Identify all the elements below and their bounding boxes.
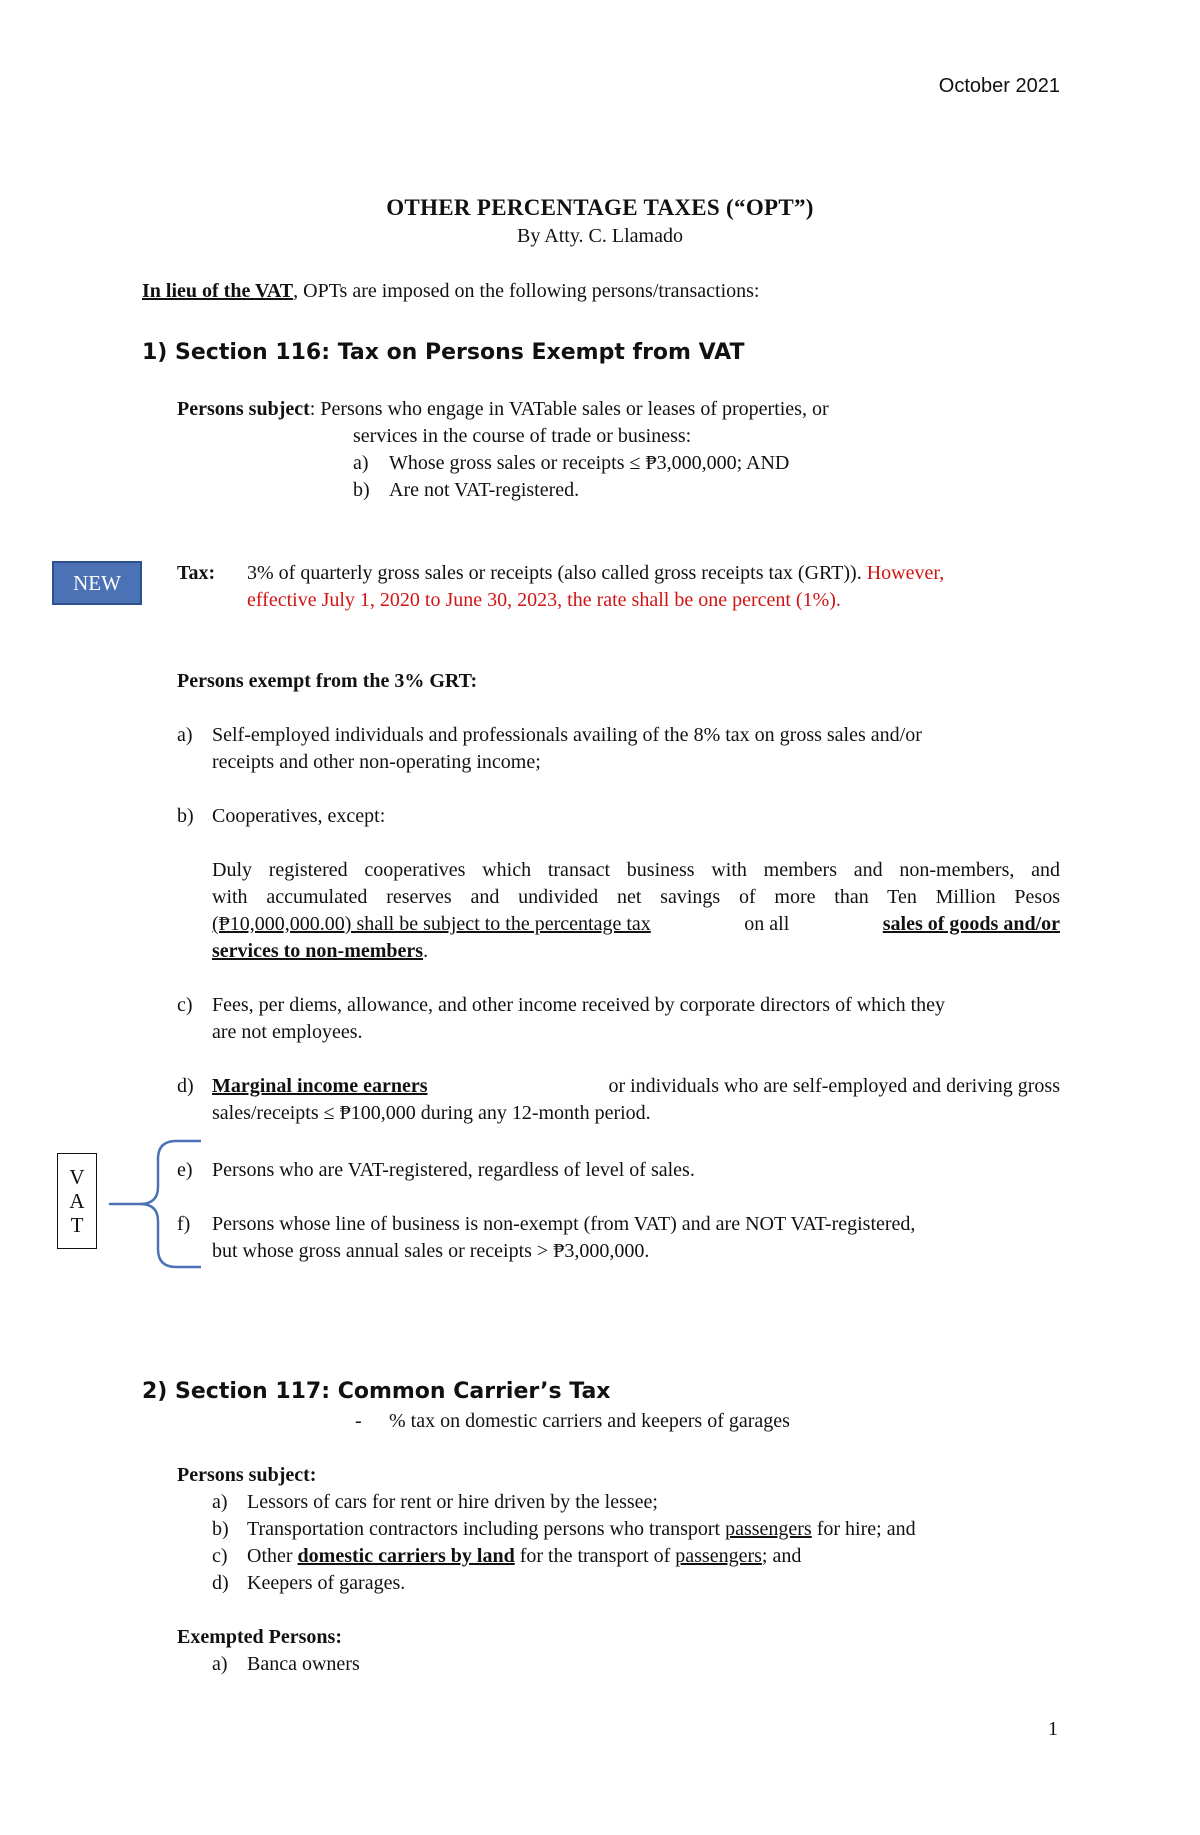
carrier-a: Lessors of cars for rent or hire driven by the lessee; [247,1491,658,1513]
vat-label-box [57,1153,97,1249]
exempt-a-marker: a) [177,724,193,746]
exempt-f-line2: but whose gross annual sales or receipts > ₱3,000,000. [212,1240,650,1262]
exempt-c-marker: c) [177,994,193,1016]
exempt-heading: Persons exempt from the 3% GRT: [177,670,478,692]
exempt-d-line1: Marginal income earners or individuals who are self-employed and deriving gross [212,1075,1060,1097]
exempt-d-marker: d) [177,1075,194,1097]
marginal-income-earners: Marginal income earners [212,1075,428,1097]
persons-subject-label: Persons subject [177,398,310,420]
tax-line1-emphasis: However, [861,562,945,584]
author-line: By Atty. C. Llamado [517,225,683,247]
persons-subject-line2: services in the course of trade or business: [353,425,692,447]
tax-line1: 3% of quarterly gross sales or receipts (also called gross receipts tax (GRT)). However, [247,562,945,584]
coop-line4: services to non-members. [212,940,429,962]
carrier-a-marker: a) [212,1491,228,1513]
condition-a: Whose gross sales or receipts ≤ ₱3,000,000; AND [389,452,790,474]
section-117-subline: % tax on domestic carriers and keepers of garages [389,1410,790,1432]
condition-a-marker: a) [353,452,369,474]
carrier-d: Keepers of garages. [247,1572,406,1594]
carrier-d-marker: d) [212,1572,229,1594]
exempt-b: Cooperatives, except: [212,805,386,827]
coop-line3: (₱10,000,000.00) shall be subject to the percentage tax on all sales of goods and/or [212,913,1060,935]
carrier-b: Transportation contractors including persons who transport passengers for hire; and [247,1518,916,1540]
exempt-c-line1: Fees, per diems, allowance, and other income received by corporate directors of which they [212,994,946,1016]
exempted-a-marker: a) [212,1653,228,1675]
condition-b: Are not VAT-registered. [389,479,580,501]
exempt-e-marker: e) [177,1159,193,1181]
exempt-a-line1: Self-employed individuals and professionals availing of the 8% tax on gross sales and/or [212,724,922,746]
section-117-dash: - [355,1410,362,1432]
intro-paragraph [142,279,759,303]
page-title: OTHER PERCENTAGE TAXES (“OPT”) [386,195,814,220]
tax-label: Tax: [177,562,216,584]
condition-b-marker: b) [353,479,370,501]
page-number: 1 [1048,1718,1058,1740]
exempt-f-line1: Persons whose line of business is non-exempt (from VAT) and are NOT VAT-registered, [212,1213,916,1235]
intro-rest: , OPTs are imposed on the following persons/transactions: [293,280,760,302]
exempt-d-line2: sales/receipts ≤ ₱100,000 during any 12-month period. [212,1102,651,1124]
exempt-e: Persons who are VAT-registered, regardless of level of sales. [212,1159,695,1181]
persons-subject-line1: Persons subject: Persons who engage in VATable sales or leases of properties, or [177,398,829,420]
intro-lead: In lieu of the VAT [142,280,294,302]
tax-line2: effective July 1, 2020 to June 30, 2023, the rate shall be one percent (1%). [247,589,841,611]
carrier-persons-subject-label: Persons subject: [177,1464,317,1486]
vat-letter-v: V [69,1164,85,1189]
vat-letter-t: T [70,1213,84,1238]
new-badge: NEW [52,561,142,605]
exempt-f-marker: f) [177,1213,191,1235]
section-117-heading: 2) Section 117: Common Carrier’s Tax [142,1379,611,1404]
exempt-c-line2: are not employees. [212,1021,363,1043]
exempt-a-line2: receipts and other non-operating income; [212,751,541,773]
document-date: October 2021 [938,75,1060,97]
carrier-c: Other domestic carriers by land for the transport of passengers; and [247,1545,802,1567]
coop-line2: with accumulated reserves and undivided net savings of more than Ten Million Pesos [212,886,1060,908]
coop-line1: Duly registered cooperatives which transact business with members and non-members, and [212,859,1060,881]
carrier-b-marker: b) [212,1518,229,1540]
section-116-heading: 1) Section 116: Tax on Persons Exempt from VAT [142,340,745,365]
exempted-a: Banca owners [247,1653,360,1675]
exempted-persons-label: Exempted Persons: [177,1626,342,1648]
carrier-c-marker: c) [212,1545,228,1567]
exempt-b-marker: b) [177,805,194,827]
vat-letter-a: A [69,1188,85,1213]
